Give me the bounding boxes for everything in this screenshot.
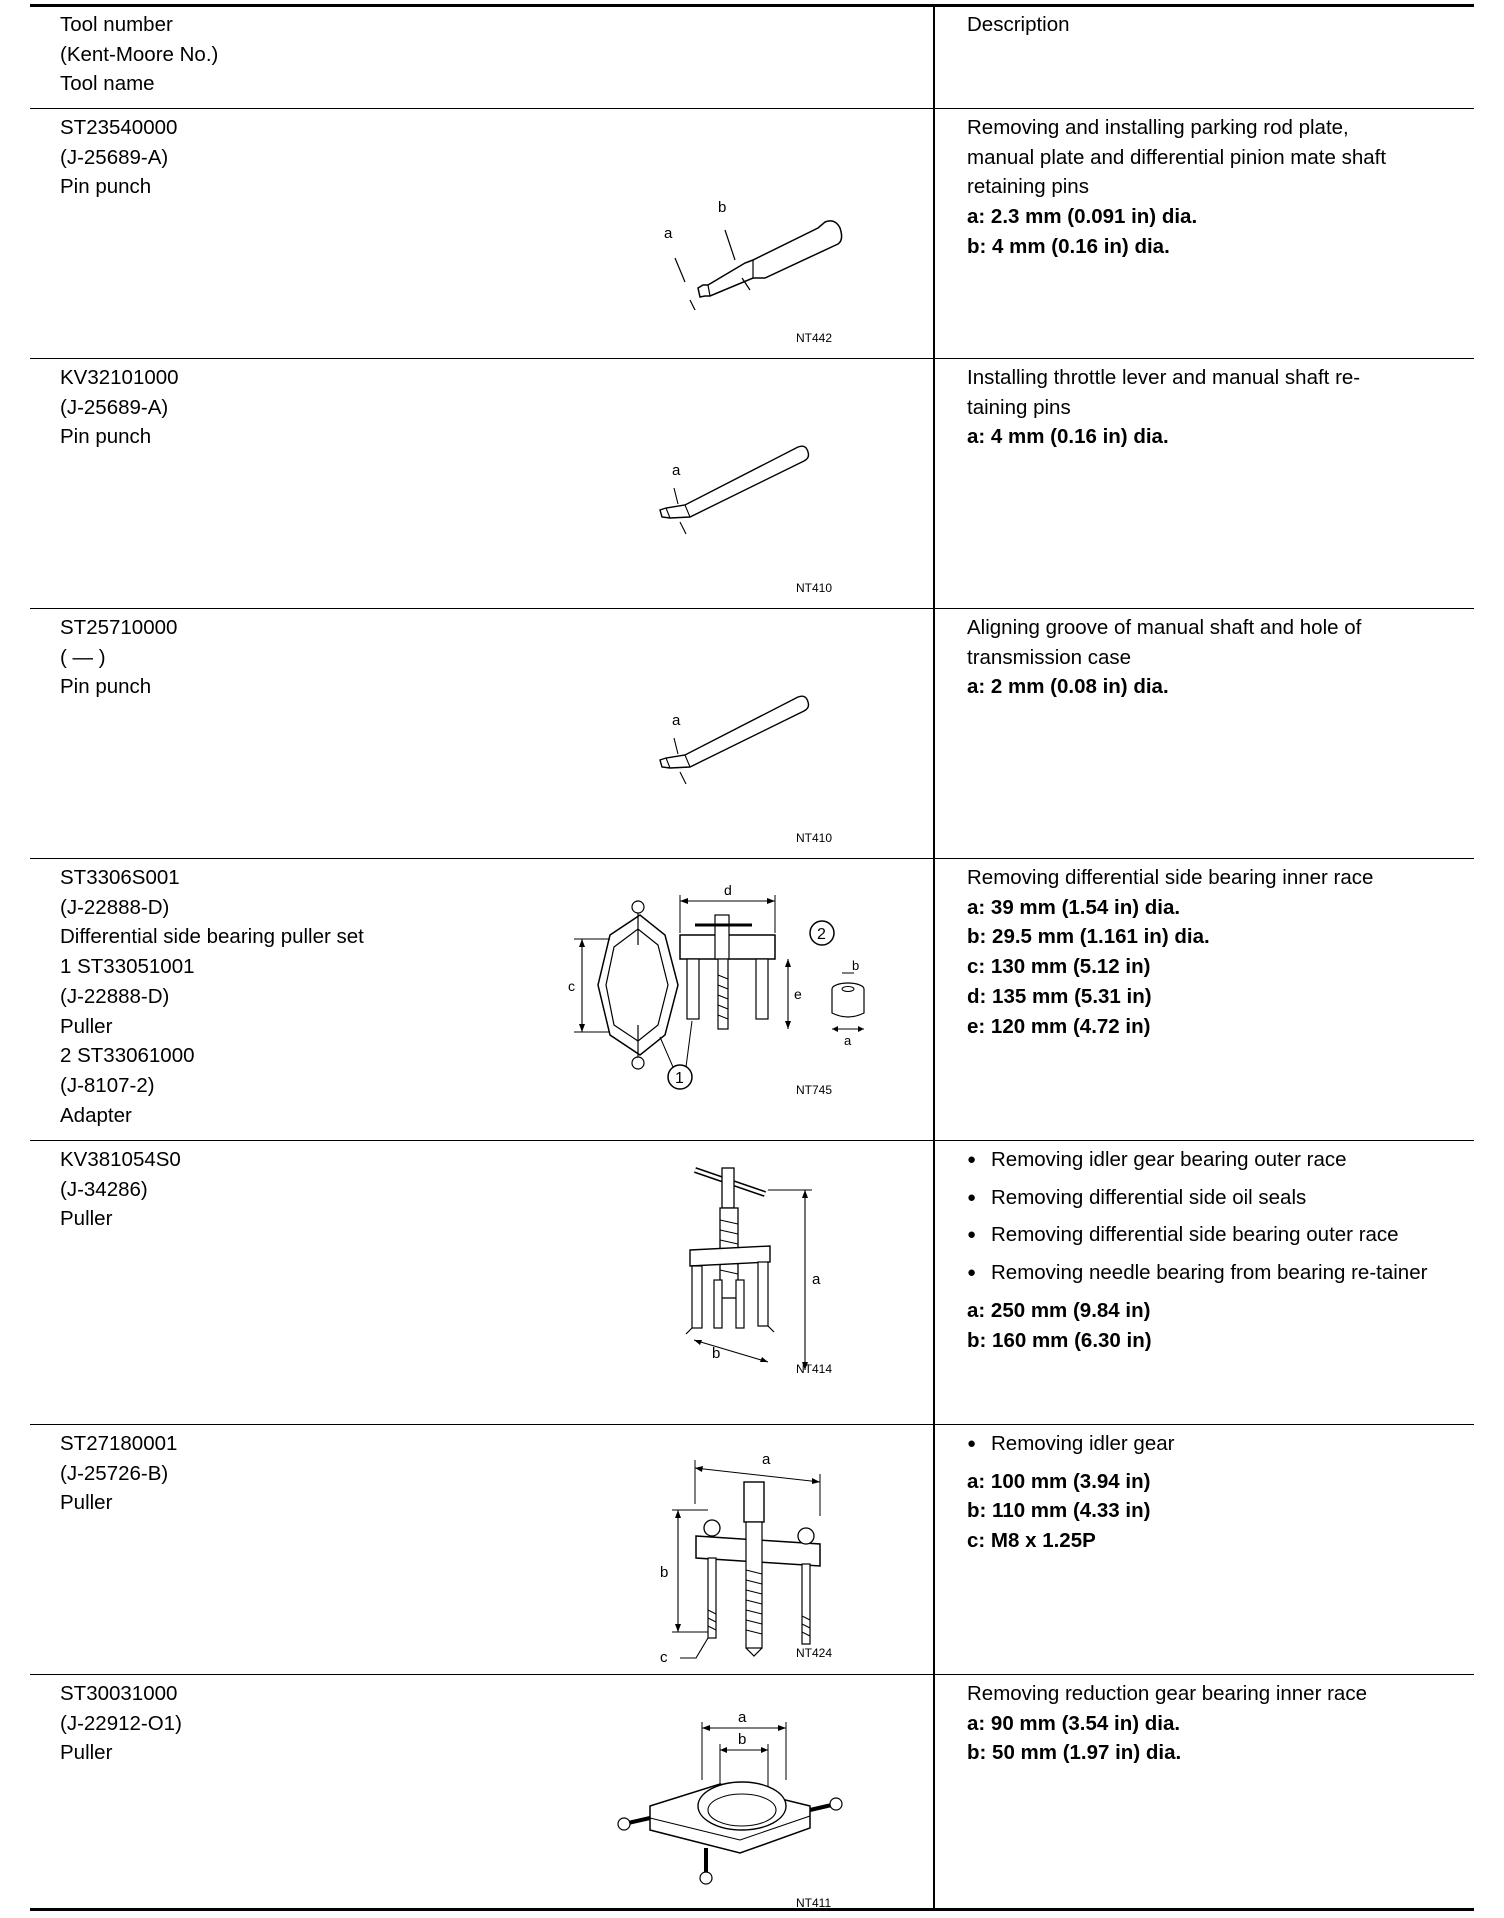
header-kent-moore: (Kent-Moore No.) (60, 42, 219, 66)
kent-moore-number: (J-34286) (60, 1177, 148, 1201)
header-tool-number: Tool number (60, 13, 173, 36)
tool-name: Puller (60, 1741, 113, 1765)
column-divider (933, 6, 935, 1910)
figure-label-e: e (794, 986, 802, 1002)
spec-line: a: 2.3 mm (0.091 in) dia. (967, 205, 1198, 229)
figure-code: NT414 (796, 1362, 833, 1376)
kent-moore-number: (J-22888-D) (60, 984, 170, 1008)
row-7-description (967, 1679, 1467, 1768)
description-line: Removing and installing parking rod plate, (967, 116, 1349, 139)
tool-number: ST30031000 (60, 1682, 178, 1705)
description-line: transmission case (967, 645, 1132, 669)
description-line: taining pins (967, 395, 1071, 419)
figure-label-b: b (718, 199, 727, 216)
figure-label-a: a (664, 225, 673, 242)
figure-code: NT745 (796, 1083, 833, 1097)
bullet-item: ● Removing differential side oil seals (967, 1183, 1457, 1213)
figure-label-b: b (738, 1731, 747, 1748)
figure-code: NT411 (796, 1896, 832, 1910)
spec-line: e: 120 mm (4.72 in) (967, 1014, 1151, 1038)
row-7-tool (60, 1679, 620, 1768)
row-divider (30, 358, 1474, 359)
bearing-puller-set-illustration (530, 875, 890, 1100)
spec-line: c: 130 mm (5.12 in) (967, 955, 1151, 979)
description-line: Aligning groove of manual shaft and hole of (967, 616, 1362, 639)
tool-number: ST27180001 (60, 1432, 178, 1455)
pin-punch-illustration (560, 160, 890, 310)
figure-label-c: c (568, 978, 575, 994)
bullet-item: ● Removing differential side bearing outer race (967, 1220, 1431, 1250)
tool-name: Puller (60, 1207, 113, 1231)
spec-line: c: M8 x 1.25P (967, 1529, 1096, 1553)
tool-number: KV32101000 (60, 366, 179, 389)
spec-line: b: 29.5 mm (1.161 in) dia. (967, 925, 1210, 949)
spec-line: a: 250 mm (9.84 in) (967, 1298, 1151, 1322)
spec-line: a: 39 mm (1.54 in) dia. (967, 895, 1181, 919)
gear-puller-illustration (640, 1440, 850, 1665)
tool-name: Differential side bearing puller set (60, 925, 364, 949)
row-divider (30, 608, 1474, 609)
figure-code: NT442 (796, 331, 833, 345)
spec-line: b: 160 mm (6.30 in) (967, 1328, 1152, 1352)
figure-label-a: a (672, 462, 681, 479)
spec-line: a: 4 mm (0.16 in) dia. (967, 425, 1169, 449)
kent-moore-number: (J-22888-D) (60, 895, 170, 919)
spec-line: b: 110 mm (4.33 in) (967, 1499, 1151, 1523)
tool-table (30, 0, 1474, 1918)
tool-name: Pin punch (60, 175, 152, 199)
row-6-description (967, 1429, 1467, 1556)
spec-line: a: 90 mm (3.54 in) dia. (967, 1711, 1181, 1735)
row-4-description (967, 863, 1467, 1041)
row-2-description (967, 363, 1467, 452)
tool-number: ST23540000 (60, 116, 178, 139)
spec-line: a: 100 mm (3.94 in) (967, 1469, 1151, 1493)
kent-moore-number: (J-8107-2) (60, 1073, 155, 1097)
component-number: 1 ST33051001 (60, 955, 195, 979)
component-name: Adapter (60, 1103, 132, 1127)
kent-moore-number: (J-25689-A) (60, 395, 169, 419)
spec-line: b: 4 mm (0.16 in) dia. (967, 234, 1170, 258)
header-description: Description (967, 13, 1070, 36)
puller-illustration (650, 1150, 850, 1370)
tool-name: Pin punch (60, 425, 152, 449)
header-tool-name: Tool name (60, 72, 155, 96)
bullet-item: ● Removing idler gear (967, 1429, 1467, 1459)
figure-label-c: c (660, 1649, 668, 1665)
tool-number: ST25710000 (60, 616, 178, 639)
tool-number: ST3306S001 (60, 866, 180, 889)
table-top-rule (30, 4, 1474, 7)
figure-label-a: a (762, 1451, 771, 1468)
tool-name: Puller (60, 1491, 113, 1515)
row-1-description (967, 113, 1467, 262)
kent-moore-number: (J-25689-A) (60, 145, 169, 169)
bullet-item: ● Removing idler gear bearing outer race (967, 1145, 1457, 1175)
figure-label-a: a (812, 1271, 821, 1288)
kent-moore-number: ( — ) (60, 645, 106, 669)
pin-punch-illustration (630, 430, 850, 540)
figure-label-b: b (660, 1564, 669, 1581)
component-number: 2 ST33061000 (60, 1044, 195, 1068)
row-3-tool (60, 613, 620, 702)
header-divider (30, 108, 1474, 109)
row-2-tool (60, 363, 620, 452)
description-line: Installing throttle lever and manual shaft re- (967, 366, 1361, 389)
callout-2: 2 (817, 926, 826, 943)
row-divider (30, 1674, 1474, 1675)
figure-label-d: d (724, 882, 732, 898)
row-divider (30, 858, 1474, 859)
row-1-tool (60, 113, 620, 202)
figure-label-a: a (672, 712, 681, 729)
figure-label-b: b (712, 1345, 721, 1362)
figure-label-a: a (844, 1033, 852, 1048)
row-6-tool (60, 1429, 620, 1518)
description-line: retaining pins (967, 175, 1089, 199)
description-line: manual plate and differential pinion mate shaft (967, 145, 1387, 169)
spec-line: a: 2 mm (0.08 in) dia. (967, 675, 1169, 699)
figure-code: NT424 (796, 1646, 833, 1660)
component-name: Puller (60, 1014, 113, 1038)
spec-line: d: 135 mm (5.31 in) (967, 984, 1152, 1008)
spec-line: b: 50 mm (1.97 in) dia. (967, 1741, 1182, 1765)
kent-moore-number: (J-25726-B) (60, 1461, 169, 1485)
figure-label-a: a (738, 1709, 747, 1726)
tool-name: Pin punch (60, 675, 152, 699)
bearing-splitter-illustration (610, 1688, 850, 1898)
pin-punch-illustration (630, 680, 850, 790)
description-line: Removing differential side bearing inner race (967, 866, 1374, 889)
table-bottom-rule (30, 1908, 1474, 1911)
figure-code: NT410 (796, 581, 833, 595)
row-3-description (967, 613, 1467, 702)
row-divider (30, 1140, 1474, 1141)
row-5-tool (60, 1145, 620, 1234)
figure-code: NT410 (796, 831, 833, 845)
bullet-item: ● Removing needle bearing from bearing re-tainer (967, 1258, 1461, 1288)
row-divider (30, 1424, 1474, 1425)
kent-moore-number: (J-22912-O1) (60, 1711, 182, 1735)
figure-label-b: b (852, 958, 860, 973)
callout-1: 1 (675, 1070, 684, 1087)
tool-number: KV381054S0 (60, 1148, 181, 1171)
description-line: Removing reduction gear bearing inner race (967, 1682, 1367, 1705)
header-tool-column (60, 10, 620, 99)
row-5-description (967, 1145, 1457, 1355)
